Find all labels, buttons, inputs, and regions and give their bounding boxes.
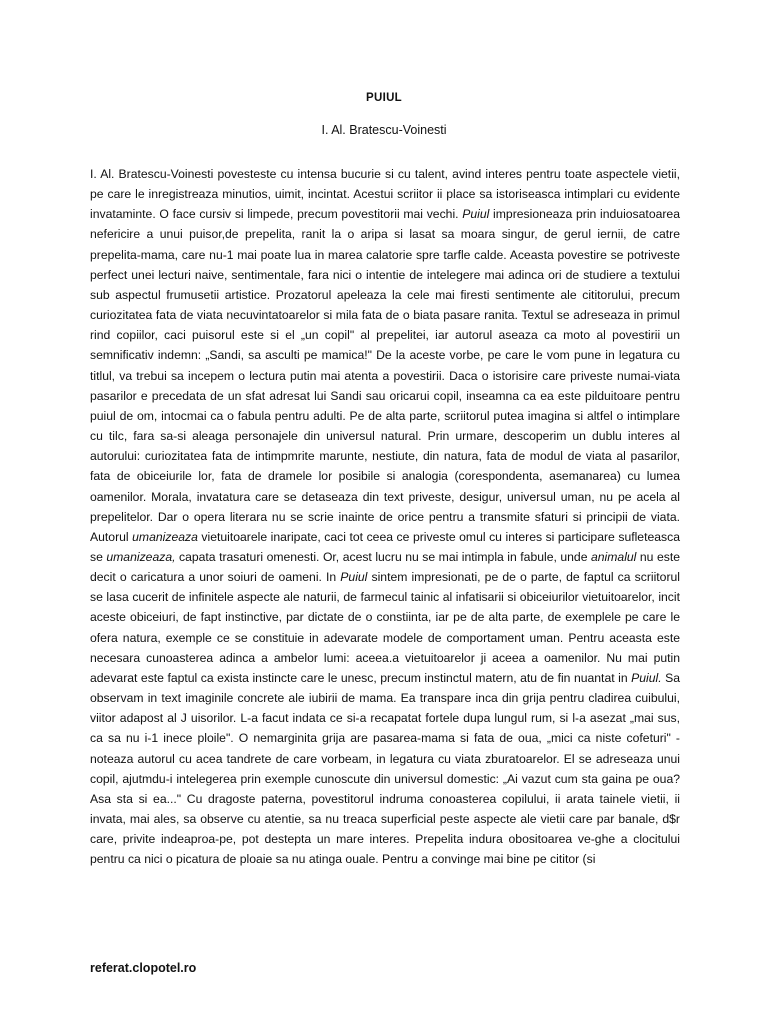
italic-run: umanizeaza, <box>106 549 176 564</box>
italic-run: Puiul. <box>631 670 662 685</box>
text-run: Sa observam in text imaginile concrete ale iubirii de mama. Ea transpare inca din grija pentru cladirea cuibului, viitor adapost al J uisorilor. L-a facut indata ce si-a recapatat fortele dupa lungul rum, si l-a asezat „mai sus, ca sa nu i-1 inece ploile". O nemarginita grija are pasarea-mama si fata de oua, „mici ca niste cofeturi" - noteaza autorul cu acea tandrete de care vorbeam, in legatura cu viata zburatoarelor. El se adreseaza unui copil, ajutmdu-i intelegerea prin exemple cunoscute din universul domestic: „Ai vazut cum sta gaina pe oua? Asa sta si ea..." Cu dragoste paterna, povestitorul indruma conoasterea copilului, ii arata tainele vietii, ii invata, mai ales, sa observe cu atentie, sa nu treaca superficial peste aspecte ale vietii care par banale, d$r care, privite indeaproa-pe, pot destepta un mare interes. Prepelita indura obositoarea ve-ghe a clocitului pentru ca nici o picatura de ploaie sa nu atinga ouale. Pentru a convinge mai bine pe cititor (si <box>90 670 680 867</box>
text-run: impresioneaza prin induiosatoarea nefericire a unui puisor,de prepelita, ranit la o aripa si lasat sa moara singur, de gerul iernii, de catre prepelita-mama, care nu-1 mai poate lua in marea calatorie spre tarfle calde. Aceasta povestire se potriveste perfect unei lecturi naive, sentimentale, fara nici o intentie de intelegere mai adinca ori de studiere a textului sub aspectul frumusetii artistice. Prozatorul apeleaza la cele mai firesti sentimente ale cititorului, precum curiozitatea fata de viata necuvintatoarelor si mila fata de o biata pasare ranita. Textul se adreseaza in primul rind copiilor, caci puisorul este si el „un copil" al prepelitei, iar autorul aseaza ca moto al povestirii un semnificativ indemn: „Sandi, sa asculti pe mamica!" De la aceste vorbe, pe care le vom pune in legatura cu titlul, va trebui sa incepem o lectura putin mai atenta a povestirii. Daca o istorisire care priveste numai-viata pasarilor e precedata de un sfat adresat lui Sandi sau oricarui copil, inseamna ca ea este pilduitoare pentru puiul de om, intocmai ca o fabula pentru adulti. Pe de alta parte, scriitorul putea imagina si altfel o intimplare cu tilc, fara sa-si aleaga personajele din universul natural. Prin urmare, descoperim un dublu interes al autorului: curiozitatea fata de intimpmrite marunte, nestiute, din natura, fata de modul de viata al pasarilor, fata de obiceiurile lor, fata de dramele lor posibile si analogia (corespondenta, asemanarea) cu lumea oamenilor. Morala, invatatura care se detaseaza din text priveste, desigur, universul uman, nu pe acela al prepelitelor. Dar o opera literara nu se scrie inainte de orice pentru a transmite sfaturi si principii de viata. Autorul <box>90 207 680 544</box>
text-run: capata trasaturi omenesti. Or, acest lucru nu se mai intimpla in fabule, unde <box>175 549 591 564</box>
italic-run: animalul <box>591 549 637 564</box>
document-title: PUIUL <box>366 92 402 104</box>
document-author: I. Al. Bratescu-Voinesti <box>321 123 447 137</box>
body-text <box>90 164 680 869</box>
body-paragraph <box>90 164 680 869</box>
text-run: vietuitoarele inaripate, caci tot ceea ce priveste omul cu interes si participare sufleteasca se <box>90 529 680 564</box>
italic-run: umanizeaza <box>132 529 198 544</box>
footer-source: referat.clopotel.ro <box>90 961 197 975</box>
text-run: sintem impresionati, pe de o parte, de faptul ca scriitorul se lasa cucerit de infinitele aspecte ale naturii, de farmecul tainic al infatisarii si obiceiurilor vietuitoarelor, incit aceste obiceiuri, de fapt instinctive, par dictate de o constiinta, iar pe de alta parte, de exemplele pe care le ofera natura, exemple ce se constituie in adevarate modele de comportament uman. Pentru aceasta este necesara cunoasterea adinca a ambelor lumi: aceea.a vietuitoarelor ji aceea a oamenilor. Nu mai putin adevarat este faptul ca exista instincte care le unesc, precum instinctul matern, atu de fin nuantat in <box>90 570 681 685</box>
italic-run: Puiul <box>462 207 490 222</box>
italic-run: Puiul <box>340 570 368 585</box>
text-run: nu este decit o caricatura a unor soiuri de oameni. In <box>90 549 680 585</box>
text-run: I. Al. Bratescu-Voinesti povesteste cu intensa bucurie si cu talent, avind interes pentru toate aspectele vietii, pe care le inregistreaza minutios, uimit, incintat. Acestui scriitor ii place sa istoriseasca intimplari cu evidente invataminte. O face cursiv si limpede, precum povestitorii mai vechi. <box>90 167 680 222</box>
